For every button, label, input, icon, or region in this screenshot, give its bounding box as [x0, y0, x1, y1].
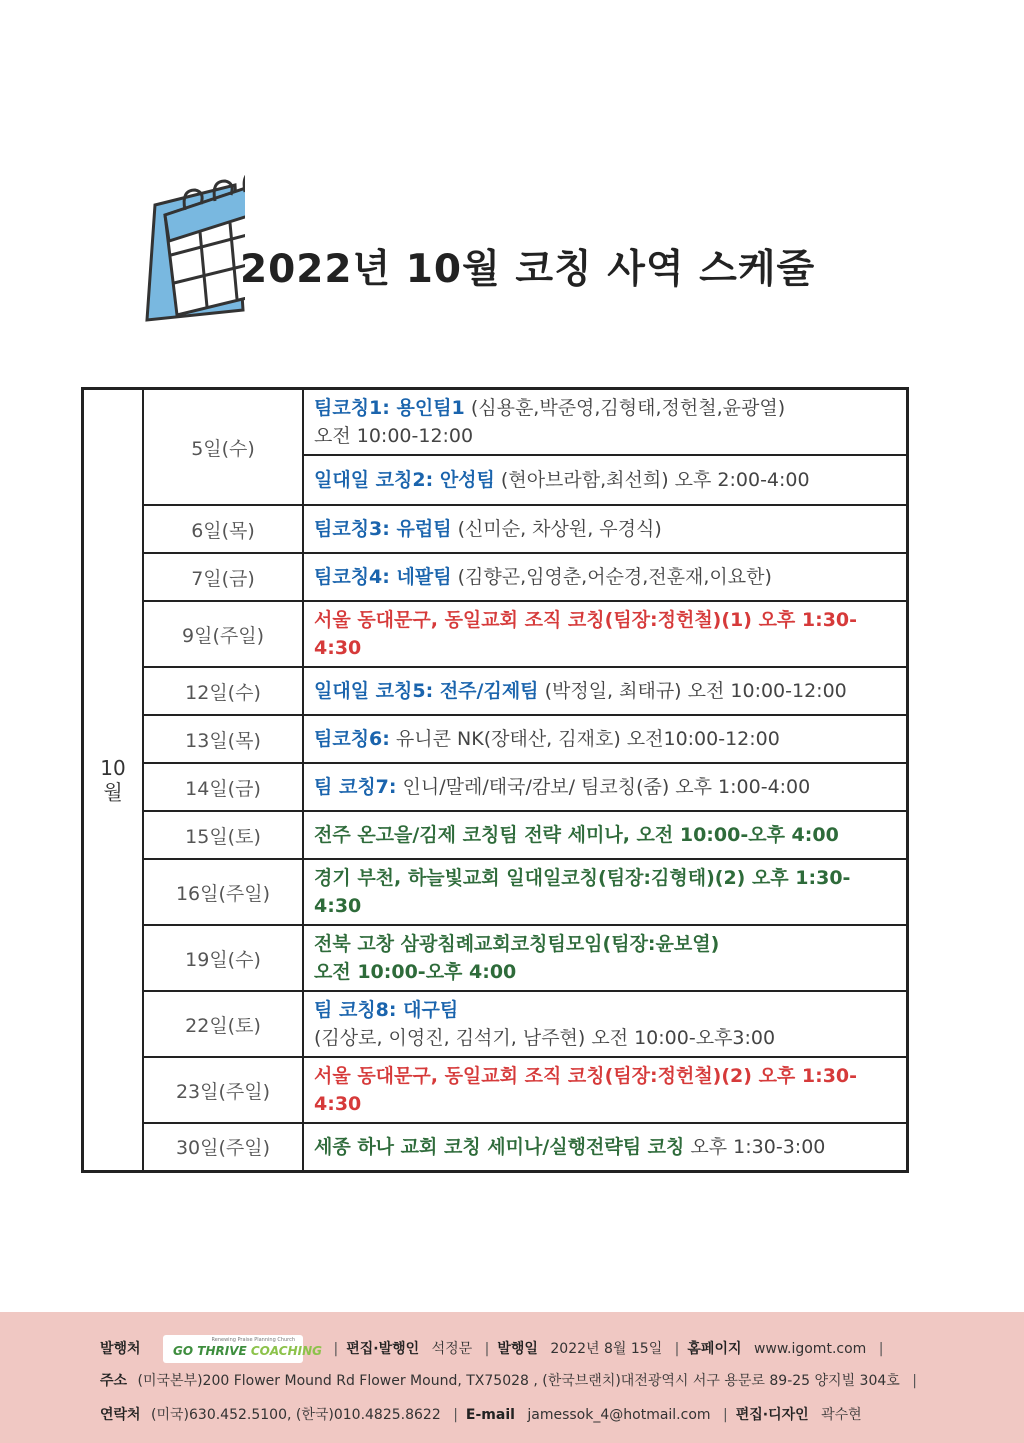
- event-text: (김향곤,임영춘,어순경,전훈재,이요한): [451, 566, 772, 588]
- schedule-row: [83, 715, 908, 763]
- event-cell: [303, 1123, 908, 1171]
- event-cell: [303, 763, 908, 811]
- event-text: (박정일, 최태규) 오전 10:00-12:00: [538, 680, 847, 702]
- contact-label: 연락처: [100, 1407, 141, 1423]
- schedule-row: [83, 505, 908, 553]
- homepage-link[interactable]: www.igomt.com: [753, 1341, 867, 1357]
- event-text: (신미순, 차상원, 우경식): [451, 518, 662, 540]
- address-label: 주소: [100, 1373, 128, 1389]
- event-text: 세종 하나 교회 코칭 세미나/실행전략팀 코칭: [314, 1135, 685, 1158]
- designer-name: 곽수현: [821, 1407, 862, 1423]
- calendar-icon: [135, 165, 245, 325]
- editor-name: 석정문: [431, 1341, 473, 1357]
- event-text: 오전 10:00-12:00: [314, 425, 474, 447]
- schedule-row: [83, 1057, 908, 1123]
- month-cell: [83, 389, 144, 1172]
- event-text: (심용훈,박준영,김형태,정헌철,윤광열): [464, 397, 786, 419]
- event-cell: [303, 811, 908, 859]
- date-cell: 15일(토): [143, 811, 303, 859]
- event-text: 경기 부천, 하늘빛교회 일대일코칭(팀장:김형태)(2) 오후 1:30-4:30: [314, 867, 851, 917]
- date-cell: 16일(주일): [143, 859, 303, 925]
- event-cell: [303, 667, 908, 715]
- event-cell: [303, 389, 908, 456]
- design-label: 편집·디자인: [735, 1407, 809, 1423]
- date-cell: 13일(목): [143, 715, 303, 763]
- event-text: 서울 동대문구, 동일교회 조직 코칭(팀장:정헌철)(2) 오후 1:30-4:30: [314, 1065, 858, 1115]
- email-link[interactable]: jamessok_4@hotmail.com: [527, 1407, 711, 1423]
- event-text: (현아브라함,최선희) 오후 2:00-4:00: [494, 469, 810, 491]
- schedule-row: [83, 859, 908, 925]
- month-number: 10: [100, 755, 126, 780]
- event-text: 일대일 코칭5: 전주/김제팀: [314, 680, 539, 702]
- date-cell: 23일(주일): [143, 1057, 303, 1123]
- date-cell: 6일(목): [143, 505, 303, 553]
- schedule-row: [83, 553, 908, 601]
- event-text: 인니/말레/태국/캄보/ 팀코칭(줌) 오후 1:00-4:00: [396, 776, 811, 798]
- event-cell: [303, 991, 908, 1057]
- go-thrive-logo: Renewing Praise Planning Church GO THRIVE COACHING: [163, 1335, 303, 1363]
- event-text: 팀코칭3: 유럽팀: [314, 518, 452, 540]
- page-title: 2022년 10월 코칭 사역 스케줄: [240, 247, 816, 292]
- event-cell: [303, 859, 908, 925]
- date-cell: 19일(수): [143, 925, 303, 991]
- event-text: 팀코칭4: 네팔팀: [314, 566, 452, 588]
- date-cell: 5일(수): [143, 389, 303, 506]
- schedule-row: [83, 389, 908, 456]
- event-text: 팀 코칭7:: [314, 776, 397, 798]
- date-label: 발행일: [497, 1341, 538, 1357]
- schedule-row: [83, 601, 908, 667]
- event-cell: [303, 1057, 908, 1123]
- event-cell: [303, 601, 908, 667]
- event-text: 유니콘 NK(장태산, 김재호) 오전10:00-12:00: [389, 728, 780, 750]
- date-cell: 30일(주일): [143, 1123, 303, 1171]
- email-label: E-mail: [465, 1407, 515, 1423]
- date-cell: 7일(금): [143, 553, 303, 601]
- schedule-row: [83, 667, 908, 715]
- event-text: (김상로, 이영진, 김석기, 남주현) 오전 10:00-오후3:00: [314, 1027, 776, 1049]
- footer-row-1: 발행처 Renewing Praise Planning Church GO THRIVE COACHING | 편집·발행인 석정문 | 발행일 2022년 8월 15일 | 홈페이지 www.igomt.com |: [100, 1335, 891, 1363]
- event-text: 전북 고창 삼광침례교회코칭팀모임(팀장:윤보열): [314, 933, 720, 955]
- date-cell: 9일(주일): [143, 601, 303, 667]
- footer-row-2: 주소 (미국본부)200 Flower Mound Rd Flower Mound, TX75028 , (한국브랜치)대전광역시 서구 용문로 89-25 양지빌 304호 |: [100, 1373, 917, 1389]
- address-text: (미국본부)200 Flower Mound Rd Flower Mound, TX75028 , (한국브랜치)대전광역시 서구 용문로 89-25 양지빌 304호: [137, 1373, 900, 1389]
- event-cell: [303, 925, 908, 991]
- contact-text: (미국)630.452.5100, (한국)010.4825.8622: [151, 1407, 441, 1423]
- editor-label: 편집·발행인: [346, 1341, 420, 1357]
- schedule-row: [83, 1123, 908, 1171]
- month-unit: 월: [103, 779, 123, 804]
- date-cell: 22일(토): [143, 991, 303, 1057]
- publisher-label: 발행처: [100, 1341, 141, 1357]
- event-text: 오후 1:30-3:00: [684, 1135, 826, 1158]
- event-text: 오전 10:00-오후 4:00: [314, 961, 517, 983]
- schedule-row: [83, 763, 908, 811]
- event-cell: [303, 505, 908, 553]
- footer: [0, 1312, 1024, 1443]
- event-text: 팀코칭1: 용인팀1: [314, 397, 465, 419]
- footer-row-3: 연락처 (미국)630.452.5100, (한국)010.4825.8622 | E-mail jamessok_4@hotmail.com | 편집·디자인 곽수현: [100, 1407, 862, 1423]
- schedule-row: [83, 925, 908, 991]
- date-cell: 12일(수): [143, 667, 303, 715]
- date-cell: 14일(금): [143, 763, 303, 811]
- schedule-table: [81, 387, 909, 1173]
- header: [0, 0, 1024, 380]
- event-cell: [303, 553, 908, 601]
- event-cell: [303, 455, 908, 505]
- event-cell: [303, 715, 908, 763]
- event-text: 일대일 코칭2: 안성팀: [314, 469, 495, 491]
- issue-date: 2022년 8월 15일: [550, 1341, 663, 1357]
- event-text: 팀 코칭8: 대구팀: [314, 999, 459, 1021]
- homepage-label: 홈페이지: [687, 1341, 742, 1357]
- event-text: 서울 동대문구, 동일교회 조직 코칭(팀장:정헌철)(1) 오후 1:30-4:30: [314, 609, 858, 659]
- schedule-row: [83, 811, 908, 859]
- event-text: 팀코칭6:: [314, 728, 390, 750]
- event-text: 전주 온고을/김제 코칭팀 전략 세미나, 오전 10:00-오후 4:00: [314, 824, 839, 846]
- schedule-row: [83, 991, 908, 1057]
